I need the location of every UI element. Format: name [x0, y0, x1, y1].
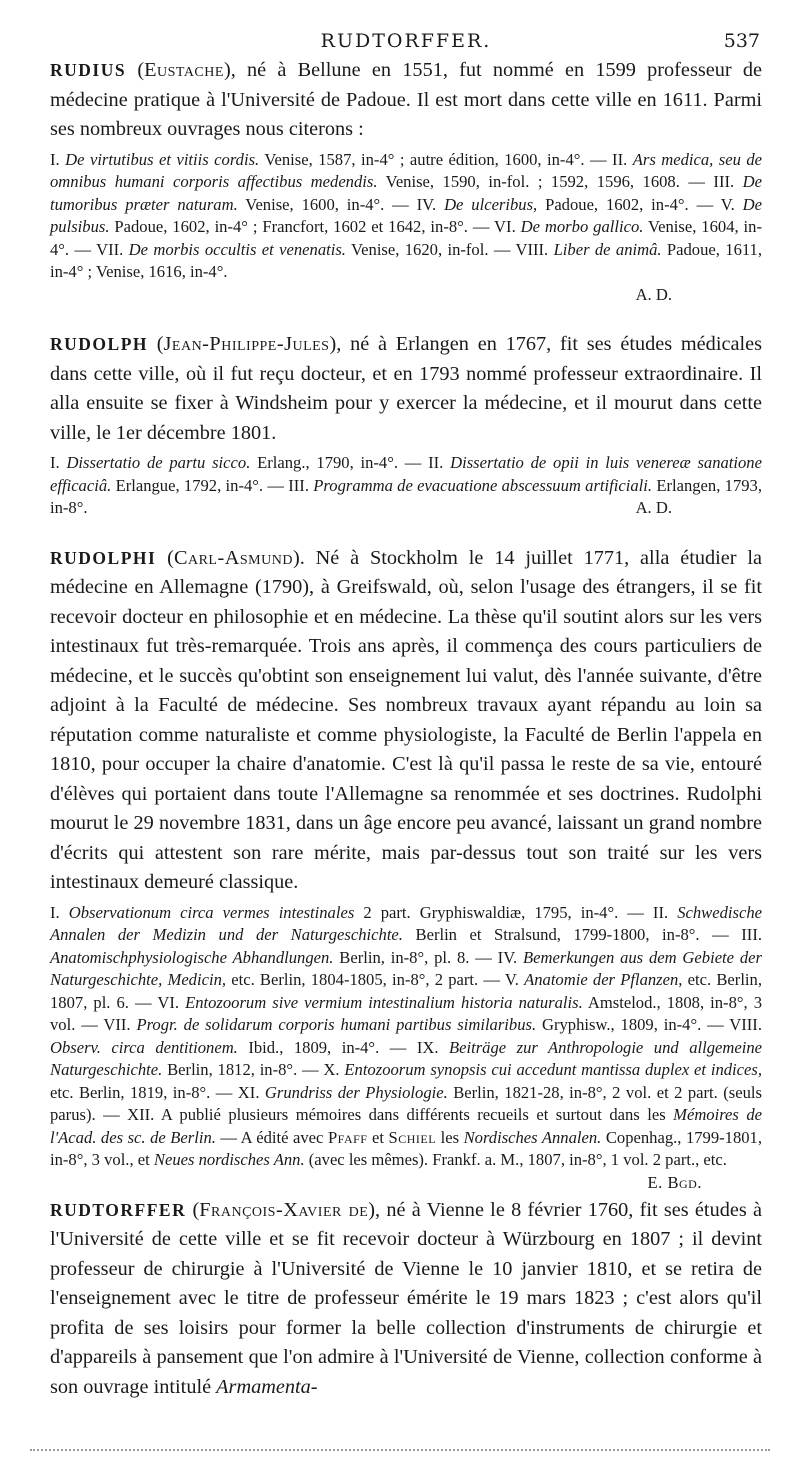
work-title: De tumoribus præter naturam.	[50, 172, 762, 214]
bottom-rule	[30, 1449, 770, 1456]
bibliography-text	[50, 903, 762, 1170]
work-title: Dissertatio de partu sicco.	[66, 453, 251, 472]
entry-rudolphi	[50, 544, 763, 1192]
work-title: Observ. circa dentitionem.	[50, 1037, 238, 1057]
entry-body: RUDOLPHI (Carl-Asmund). Né à Stockholm le 14 juillet 1771, alla étudier la médecine en Allemagne (1790), à Greifswald, où, selon l'usage des étrangers, il se fit recevoir docteur en philosophie et en médecine. La thèse qu'il soutint alors sur les vers intestinaux fut très-remarquée. Trois ans après, il commença des cours particuliers de médecine, et le succès qu'obtint son enseignement lui valut, dès l'année suivante, d'être adjoint à la Faculté de médecine. Ses nombreux travaux ayant répandu au loin sa réputation comme naturaliste et comme physiologiste, la Faculté de Berlin l'appela en 1810, pour occuper la chaire d'anatomie. C'est là qu'il passa le reste de sa vie, entouré d'élèves qui portaient dans toute l'Allemagne sa renommée et ses doctrines. Rudolphi mourut le 29 novembre 1831, dans un âge encore peu avancé, laissant un grand nombre d'écrits qui attestent son rare mérite, mais par-dessus tout son traité sur les vers intestinaux demeuré classique.	[50, 546, 763, 893]
citation-text: Erlangue, 1792, in-4°. — III.	[111, 475, 314, 495]
headword: RUDIUS	[50, 60, 127, 80]
entry-rudolph	[50, 330, 762, 520]
work-title: Anatomie der Pflanzen,	[524, 970, 683, 989]
citation-text: Padoue, 1602, in-4°. — V.	[537, 194, 743, 214]
work-title: Bemerkungen aus dem Gebiete der Naturgeschichte, Medicin,	[50, 947, 762, 989]
running-title: RUDTORFFER.	[320, 30, 492, 52]
work-title: Mémoires de l'Acad. des sc. de Berlin.	[50, 1105, 762, 1147]
citation-text: 2 part. Gryphiswaldiæ, 1795, in-4°. — II.	[354, 902, 678, 922]
work-title: Liber de animâ.	[553, 239, 662, 259]
given-names: Jean-Philippe-Jules	[163, 333, 330, 355]
given-names: Carl-Asmund	[173, 546, 293, 569]
work-title: Neues nordisches Ann.	[153, 1150, 305, 1169]
work-title: Entozoorum sive vermium intestinalium historia naturalis.	[185, 992, 583, 1012]
work-title: Entozoorum synopsis cui accedunt mantissa duplex et indices,	[344, 1060, 762, 1079]
work-title: Beiträge zur Anthropologie und allgemeine Naturgeschichte.	[50, 1037, 762, 1079]
work-title: De morbo gallico.	[520, 217, 644, 236]
citation-text: Erlangen, 1793, in-8°.	[50, 475, 763, 517]
citation-text: Venise, 1587, in-4° ; autre édition, 1600, in-4°. — II.	[259, 149, 633, 169]
citation-text: etc. Berlin, 1804-1805, in-8°, 2 part. — V.	[226, 970, 525, 989]
work-title: Dissertatio de opii in luis venereæ sanatione efficaciâ.	[50, 453, 762, 495]
citation-text: Ibid., 1809, in-4°. — IX.	[237, 1037, 449, 1057]
entry-rudius	[50, 56, 762, 306]
citation-text: I.	[50, 453, 67, 472]
citation-text: etc. Berlin, 1819, in-8°. — XI.	[50, 1082, 265, 1102]
citation-text: et	[367, 1127, 389, 1147]
headword: RUDTORFFER	[50, 1199, 187, 1220]
work-title: Grundriss der Physiologie.	[264, 1082, 448, 1102]
citation-text: Berlin, 1821-28, in-8°, 2 vol. et 2 part. (seuls parus). — XII. A publié plusieurs mémoires dans différents recueils et surtout dans les	[50, 1082, 762, 1124]
author-signature: A. D.	[635, 498, 672, 517]
work-title: Schwedische Annalen der Medizin und der Naturgeschichte.	[50, 902, 762, 944]
citation-text: Erlang., 1790, in-4°. — II.	[250, 453, 451, 472]
entry-text: ), né à Bellune en 1551, fut nommé en 1599 professeur de médecine pratique à l'Université de Padoue. Il est mort dans cette ville en 1611. Parmi ses nombreux ouvrages nous citerons :	[50, 59, 762, 140]
person-name: Pfaff	[327, 1127, 368, 1147]
entry-body: RUDOLPH (Jean-Philippe-Jules), né à Erlangen en 1767, fit ses études médicales dans cette ville, où il fut reçu docteur, et en 1793 nommé professeur extraordinaire. Il alla ensuite se fixer à Windsheim pour y exercer la médecine, et il mourut dans cette ville, le 1er décembre 1801.	[50, 333, 762, 444]
citation-text: Padoue, 1611, in-4° ; Venise, 1616, in-4°.	[50, 239, 762, 281]
citation-text: Venise, 1590, in-fol. ; 1592, 1596, 1608. — III.	[377, 172, 743, 191]
citation-text: Berlin, in-8°, pl. 8. — IV.	[333, 947, 524, 967]
author-signature: E. Bgd.	[647, 1172, 702, 1192]
entry-trailing-italic: Armamenta-	[216, 1375, 318, 1398]
work-title: De pulsibus.	[50, 194, 762, 236]
work-title: De virtutibus et vitiis cordis.	[65, 149, 260, 169]
citation-text: (avec les mêmes). Frankf. a. M., 1807, in-8°, 1 vol. 2 part., etc.	[304, 1150, 727, 1169]
given-names: Eustache	[144, 59, 224, 81]
entry-text: ). Né à Stockholm le 14 juillet 1771, alla étudier la médecine en Allemagne (1790), à Greifswald, où, selon l'usage des étrangers, il se fit recevoir docteur en philosophie et en médecine. La thèse qu'il soutint alors sur les vers intestinaux fut très-remarquée. Trois ans après, il commença des cours particuliers de médecine, et le succès qu'obtint son enseignement lui valut, dès l'année suivante, d'être adjoint à la Faculté de médecine. Ses nombreux travaux ayant répandu au loin sa réputation comme naturaliste et comme physiologiste, la Faculté de Berlin l'appela en 1810, pour occuper la chaire d'anatomie. C'est là qu'il passa le reste de sa vie, entouré d'élèves qui portaient dans toute l'Allemagne sa renommée et ses doctrines. Rudolphi mourut le 29 novembre 1831, dans un âge encore peu avancé, laissant un grand nombre d'écrits qui attestent son rare mérite, mais par-dessus tout son traité sur les vers intestinaux demeuré classique.	[50, 546, 763, 893]
citation-text: Padoue, 1602, in-4° ; Francfort, 1602 et 1642, in-8°. — VI.	[109, 217, 521, 236]
running-header	[50, 26, 762, 56]
citation-text: Berlin, 1812, in-8°. — X.	[162, 1060, 345, 1079]
person-name: Schiel	[388, 1127, 437, 1147]
entry-text: ), né à Vienne le 8 février 1760, fit ses études à l'Université de cette ville et se fit recevoir docteur à Würzbourg en 1807 ; il devint professeur de chirurgie à l'Université de Vienne le 10 janvier 1810, et se retira de l'enseignement avec le titre de professeur émérite le 19 mars 1823 ; c'est alors qu'il profita de ses loisirs pour former la belle collection d'instruments de chirurgie et d'appareils à pansement que l'on admire à l'Université de Vienne, collection conforme à son ouvrage intitulé	[50, 1198, 762, 1398]
bibliography	[50, 902, 763, 1192]
work-title: Anatomischphysiologische Abhandlungen.	[50, 947, 334, 967]
given-names: François-Xavier de	[199, 1198, 369, 1221]
work-title: Observationum circa vermes intestinales	[68, 902, 355, 922]
citation-text: Venise, 1620, in-fol. — VIII.	[345, 239, 554, 259]
citation-text: Gryphisw., 1809, in-4°. — VIII.	[536, 1015, 762, 1034]
headword: RUDOLPH	[50, 334, 148, 354]
bibliography	[50, 149, 762, 284]
entry-gap	[50, 306, 762, 330]
work-title: Ars medica, seu de omnibus humani corporis affectibus medendis.	[50, 149, 762, 191]
work-title: Programma de evacuatione abscessuum artificiali.	[313, 475, 653, 495]
citation-text: etc. Berlin, 1807, pl. 6. — VI.	[50, 970, 762, 1012]
citation-text: — A édité avec	[215, 1127, 328, 1147]
work-title: Nordisches Annalen.	[463, 1127, 602, 1147]
citation-text: I.	[50, 149, 66, 169]
citation-text: Copenhag., 1799-1801, in-8°, 3 vol., et	[50, 1127, 762, 1169]
page-number: 537	[723, 30, 760, 52]
entry-body: RUDIUS (Eustache), né à Bellune en 1551, fut nommé en 1599 professeur de médecine pratique à l'Université de Padoue. Il est mort dans cette ville en 1611. Parmi ses nombreux ouvrages nous citerons :	[50, 59, 762, 140]
work-title: De ulceribus,	[444, 194, 538, 214]
headword: RUDOLPHI	[50, 547, 157, 568]
work-title: De morbis occultis et venenatis.	[128, 239, 346, 259]
citation-text: Venise, 1604, in-4°. — VII.	[50, 217, 762, 259]
work-title: Progr. de solidarum corporis humani partibus similaribus.	[136, 1015, 537, 1034]
entry-text: ), né à Erlangen en 1767, fit ses études médicales dans cette ville, où il fut reçu docteur, et en 1793 nommé professeur extraordinaire. Il alla ensuite se fixer à Windsheim pour y exercer la médecine, et il mourut dans cette ville, le 1er décembre 1801.	[50, 333, 762, 444]
citation-text: Berlin et Stralsund, 1799-1800, in-8°. — III.	[402, 925, 762, 944]
citation-text: les	[436, 1127, 464, 1147]
entry-gap	[50, 520, 762, 544]
citation-text: Amstelod., 1808, in-8°, 3 vol. — VII.	[50, 992, 763, 1034]
entry-body: RUDTORFFER (François-Xavier de), né à Vienne le 8 février 1760, fit ses études à l'Université de cette ville et se fit recevoir docteur à Würzbourg en 1807 ; il devint professeur de chirurgie à l'Université de Vienne le 10 janvier 1810, et se retira de l'enseignement avec le titre de professeur émérite le 19 mars 1823 ; c'est alors qu'il profita de ses loisirs pour former la belle collection d'instruments de chirurgie et d'appareils à pansement que l'on admire à l'Université de Vienne, collection conforme à son ouvrage intitulé Armamenta-	[50, 1198, 762, 1398]
citation-text: Venise, 1600, in-4°. — IV.	[237, 194, 445, 214]
bibliography	[50, 452, 762, 520]
citation-text: I.	[50, 902, 69, 922]
author-signature: A. D.	[635, 284, 672, 304]
entry-rudtorffer	[50, 1196, 762, 1403]
